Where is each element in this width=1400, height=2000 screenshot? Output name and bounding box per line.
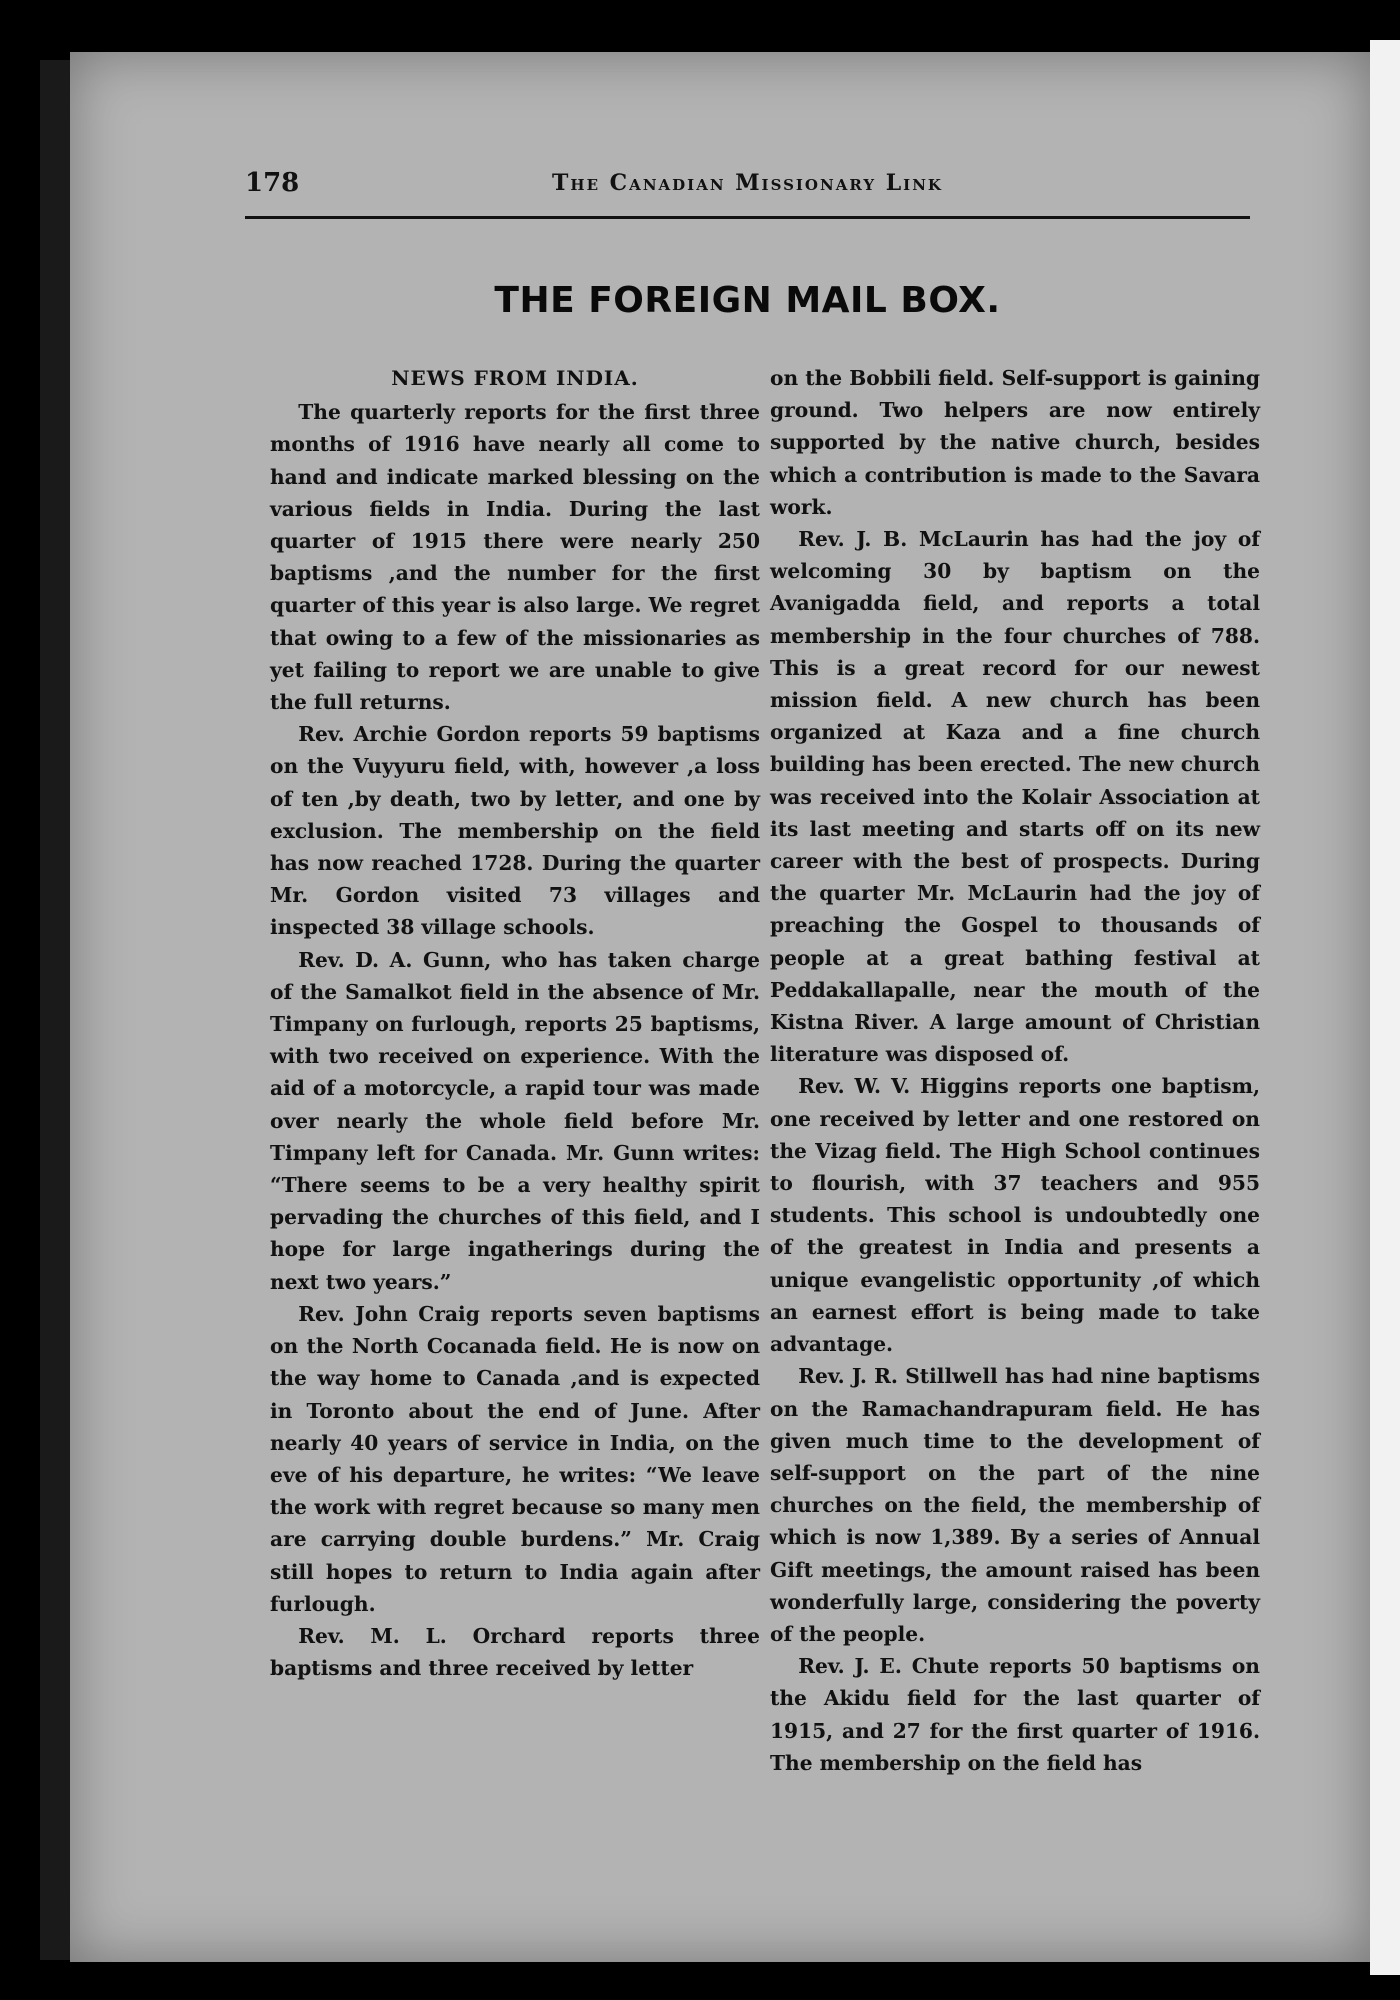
paragraph: Rev. M. L. Orchard reports three baptisms and three received by letter (270, 1623, 760, 1681)
left-column (270, 362, 760, 1684)
paragraph: Rev. J. E. Chute reports 50 baptisms on the Akidu field for the last quarter of 1915, and 27 for the first quarter of 1916. The membership on the field has (770, 1654, 1260, 1775)
paragraph: Rev. Archie Gordon reports 59 baptisms on the Vuyyuru field, with, however ,a loss of ten ,by death, two by letter, and one by exclusion. The membership on the field has now reached 1728. During the quarter Mr. Gordon visited 73 villages and inspected 38 village schools. (270, 722, 760, 940)
running-title: The Canadian Missionary Link (552, 170, 943, 196)
paragraph: Rev. W. V. Higgins reports one baptism, one received by letter and one restored on the Vizag field. The High School continues to flourish, with 37 teachers and 955 students. This school is undoubtedly one of the greatest in India and presents a unique evangelistic opportunity ,of which an earnest effort is being made to take advantage. (770, 1074, 1260, 1357)
page-number: 178 (245, 168, 300, 198)
running-header (245, 166, 1250, 219)
section-heading: NEWS FROM INDIA. (391, 366, 639, 390)
next-page-edge (1370, 40, 1400, 1975)
paragraph: The quarterly reports for the first three months of 1916 have nearly all come to hand and indicate marked blessing on the various fields in India. During the last quarter of 1915 there were nearly 250 baptisms ,and the number for the first quarter of this year is also large. We regret that owing to a few of the missionaries as yet failing to report we are unable to give the full returns. (270, 400, 760, 715)
paragraph-continued: on the Bobbili field. Self-support is gaining ground. Two helpers are now entirely supported by the native church, besides which a contribution is made to the Savara work. (770, 366, 1260, 519)
paragraph: Rev. J. R. Stillwell has had nine baptisms on the Ramachandrapuram field. He has given much time to the development of self-support on the part of the nine churches on the field, the membership of which is now 1,389. By a series of Annual Gift meetings, the amount raised has been wonderfully large, considering the poverty of the people. (770, 1364, 1260, 1646)
paragraph: Rev. D. A. Gunn, who has taken charge of the Samalkot field in the absence of Mr. Timpany on furlough, reports 25 baptisms, with two received on experience. With the aid of a motorcycle, a rapid tour was made over nearly the whole field before Mr. Timpany left for Canada. Mr. Gunn writes: “There seems to be a very healthy spirit pervading the churches of this field, and I hope for large ingatherings during the next two years.” (270, 947, 760, 1294)
paragraph: Rev. J. B. McLaurin has had the joy of welcoming 30 by baptism on the Avanigadda field, and reports a total membership in the four churches of 788. This is a great record for our newest mission field. A new church has been organized at Kaza and a fine church building has been erected. The new church was received into the Kolair Association at its last meeting and starts off on its new career with the best of prospects. During the quarter Mr. McLaurin had the joy of preaching the Gospel to thousands of people at a great bathing festival at Peddakallapalle, near the mouth of the Kistna River. A large amount of Christian literature was disposed of. (770, 527, 1260, 1067)
right-column (770, 362, 1260, 1779)
book-spine-shadow (40, 60, 70, 1960)
article-title: THE FOREIGN MAIL BOX. (494, 280, 1001, 321)
paragraph: Rev. John Craig reports seven baptisms on the North Cocanada field. He is now on the way home to Canada ,and is expected in Toronto about the end of June. After nearly 40 years of service in India, on the eve of his departure, he writes: “We leave the work with regret because so many men are carrying double burdens.” Mr. Craig still hopes to return to India again after furlough. (270, 1301, 760, 1616)
